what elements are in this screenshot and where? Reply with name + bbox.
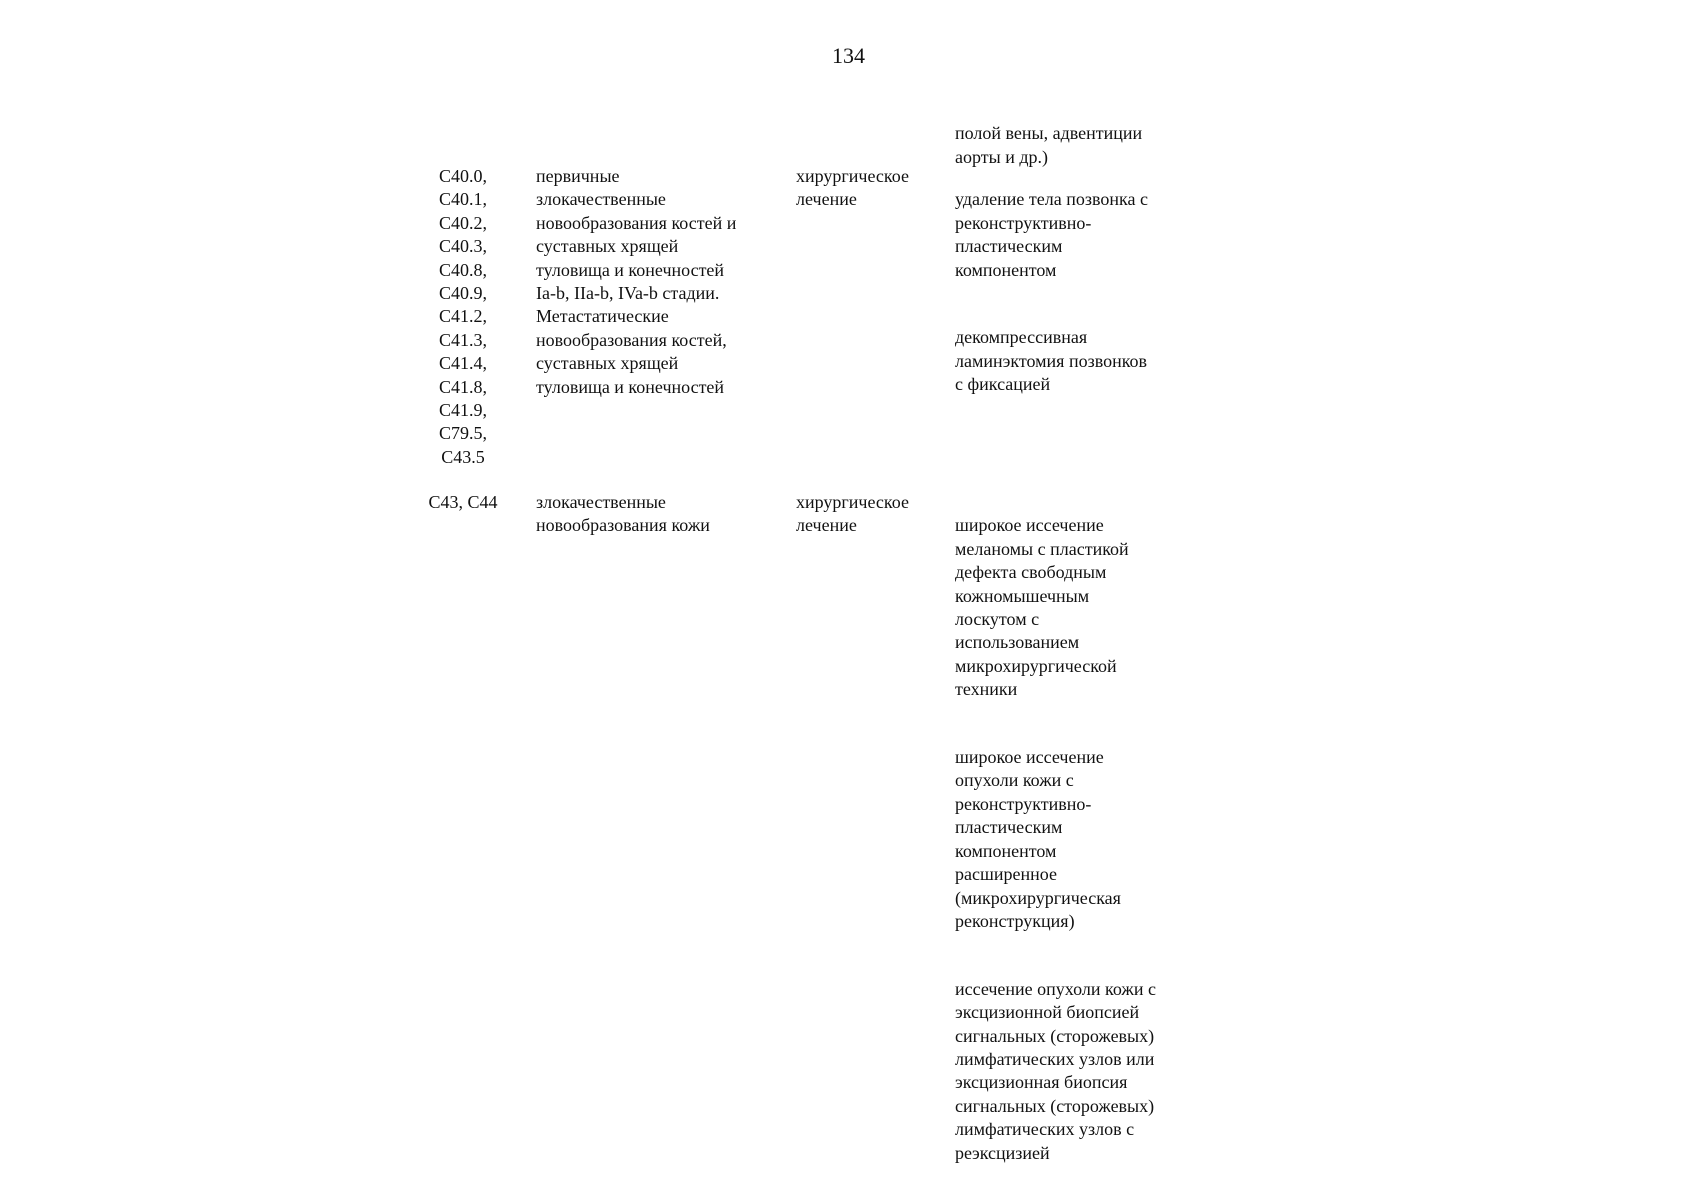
row-2-method-0: широкое иссечение меланомы с пластикой дефекта свободным кожномышечным лоскутом с использованием микрохирургической техники bbox=[955, 515, 1129, 700]
row-2-method-1: широкое иссечение опухоли кожи с реконструктивно- пластическим компонентом расширенное (микрохирургическая реконструкция) bbox=[955, 747, 1121, 931]
row-2-treatment: хирургическое лечение bbox=[796, 492, 909, 536]
row-2-method-2: иссечение опухоли кожи с эксцизионной биопсией сигнальных (сторожевых) лимфатических узлов или эксцизионная биопсия сигнальных (сторожевых) лимфатических узлов с реэксцизией bbox=[955, 978, 1156, 1163]
row-1-methods bbox=[955, 165, 1205, 420]
row-2-diagnosis: злокачественные новообразования кожи bbox=[536, 492, 710, 536]
row-2-codes: C43, C44 bbox=[428, 492, 498, 512]
row-2-methods bbox=[955, 491, 1205, 1188]
row-1-method-0: удаление тела позвонка с реконструктивно- пластическим компонентом bbox=[955, 189, 1148, 280]
row-0-method-0: полой вены, адвентиции аорты и др.) bbox=[955, 123, 1143, 167]
row-1-method-1: декомпрессивная ламинэктомия позвонков с фиксацией bbox=[955, 327, 1148, 395]
page-number: 134 bbox=[832, 43, 865, 68]
row-1-codes: C40.0, C40.1, C40.2, C40.3, C40.8, C40.9, C41.2, C41.3, C41.4, C41.8, C41.9, C79.5, C43.5 bbox=[438, 166, 487, 467]
row-1-treatment: хирургическое лечение bbox=[796, 166, 909, 210]
row-1-diagnosis: первичные злокачественные новообразования костей и суставных хрящей туловища и конечностей Ia-b, IIa-b, IVa-b стадии. Метастатические новообразования костей, суставных хрящей туловища и конечностей bbox=[536, 166, 737, 397]
